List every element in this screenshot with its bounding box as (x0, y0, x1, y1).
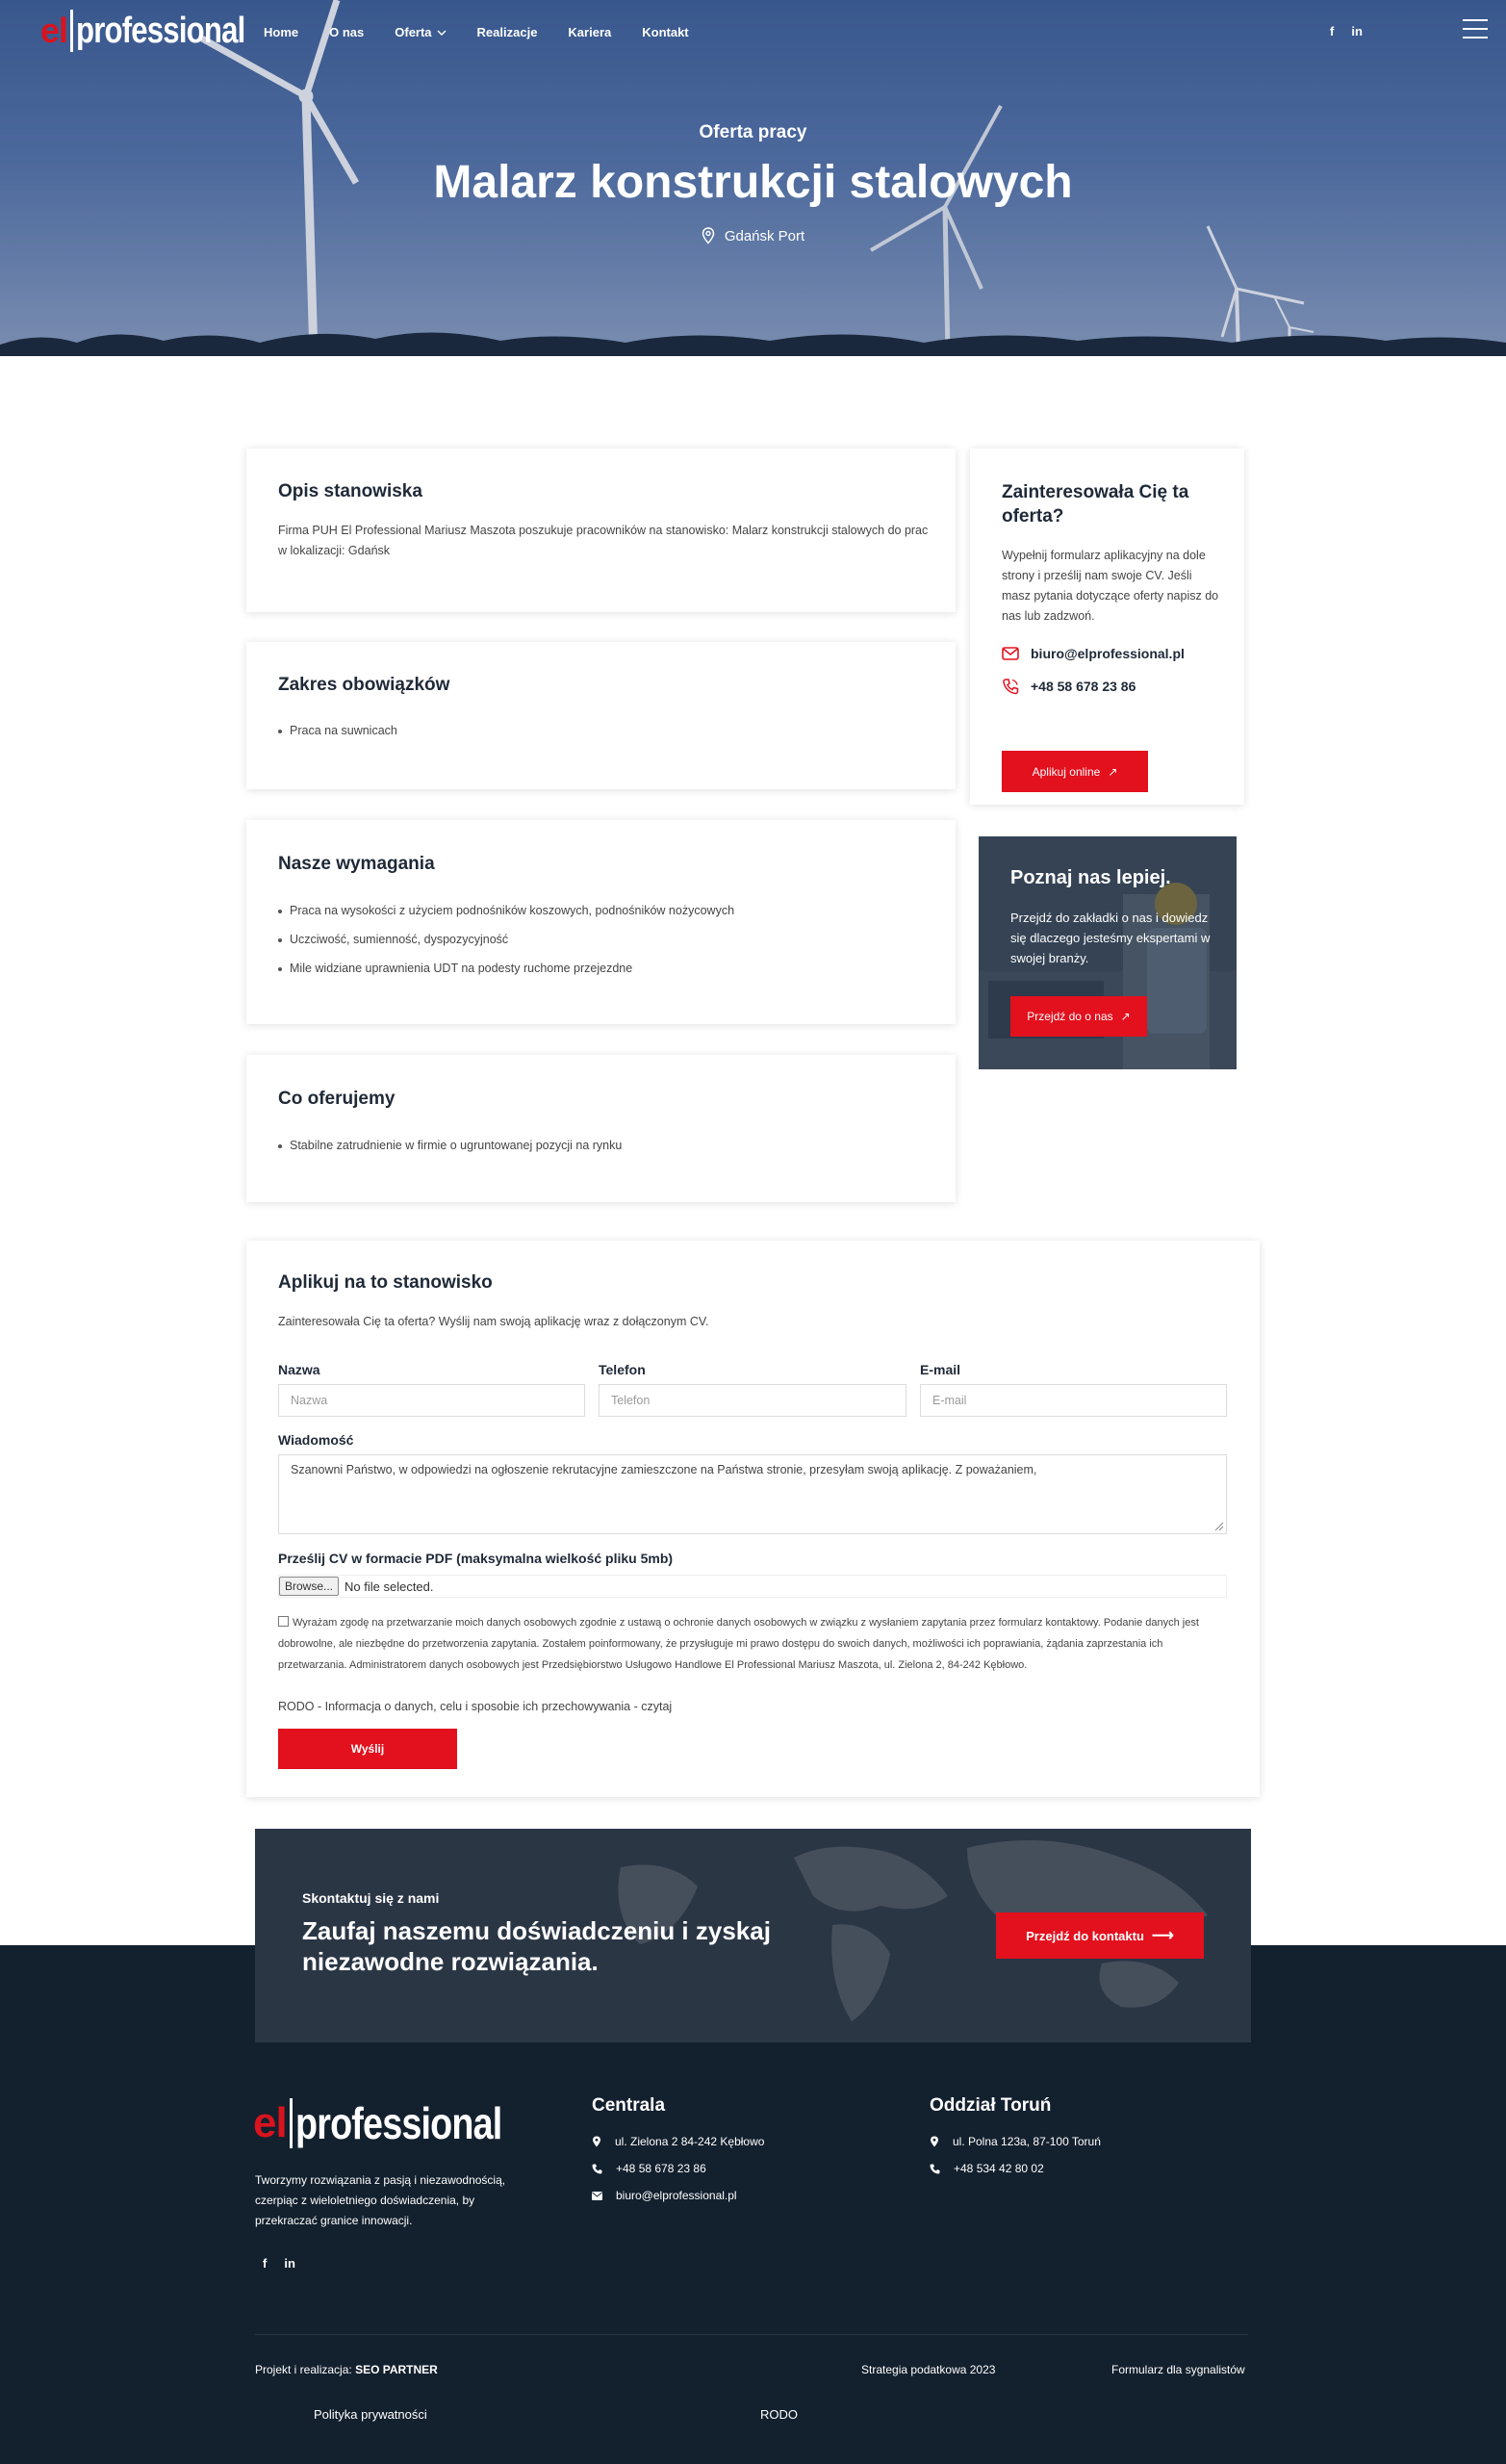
footer-torun-phone-text: +48 534 42 80 02 (954, 2162, 1044, 2175)
footer-torun-title: Oddział Toruń (930, 2095, 1052, 2116)
list-item: Praca na suwnicach (278, 721, 397, 741)
cta-subtitle: Skontaktuj się z nami (302, 1890, 440, 1906)
envelope-icon (592, 2192, 602, 2200)
linkedin-icon[interactable]: in (1351, 24, 1363, 38)
go-to-about-label: Przejdź do o nas (1027, 1010, 1113, 1023)
description-text: Firma PUH El Professional Mariusz Maszota poszukuje pracowników na stanowisko: Malarz konstrukcji stalowych do prac w lokalizacji: Gdańsk (278, 524, 929, 557)
footer-centrala-address-text: ul. Zielona 2 84-242 Kębłowo (615, 2135, 765, 2148)
linkedin-icon[interactable]: in (284, 2256, 295, 2271)
rodo-link[interactable]: RODO - Informacja o danych, celu i sposobie ich przechowywania - czytaj (278, 1700, 673, 1713)
footer-centrala-phone[interactable] (592, 2162, 706, 2175)
sidebar-phone-text: +48 58 678 23 86 (1031, 679, 1136, 694)
description-title: Opis stanowiska (278, 481, 422, 501)
phone-label: Telefon (599, 1362, 646, 1377)
footer-about-text: Tworzymy rozwiązania z pasją i niezawodnością, czerpiąc z wieloletniego doświadczenia, by przekraczać granice innowacji. (255, 2173, 506, 2227)
consent-block (278, 1612, 1231, 1676)
nav-item-oferta-label: Oferta (395, 25, 432, 39)
footer-torun-address-text: ul. Polna 123a, 87-100 Toruń (953, 2135, 1101, 2148)
phone-icon (1002, 678, 1019, 695)
footer-torun-address (930, 2135, 1101, 2148)
submit-button[interactable]: Wyślij (278, 1729, 457, 1769)
hamburger-icon[interactable] (1463, 19, 1488, 38)
offer-title: Co oferujemy (278, 1089, 396, 1109)
message-textarea[interactable] (278, 1454, 1227, 1534)
nav-item-kontakt[interactable]: Kontakt (642, 25, 689, 39)
arrow-up-right-icon: ↗ (1108, 764, 1118, 779)
form-intro: Zainteresowała Cię ta oferta? Wyślij nam swoją aplikację wraz z dołączonym CV. (278, 1315, 709, 1328)
requirements-title: Nasze wymagania (278, 854, 435, 874)
email-label: E-mail (920, 1362, 961, 1377)
list-item: Stabilne zatrudnienie w firmie o ugruntowanej pozycji na rynku (278, 1136, 622, 1156)
job-location (0, 227, 1506, 244)
chevron-down-icon (437, 30, 447, 36)
offer-list (278, 1136, 622, 1165)
duties-card (246, 642, 956, 789)
tax-strategy-link[interactable]: Strategia podatkowa 2023 (861, 2363, 996, 2376)
privacy-policy-link[interactable]: Polityka prywatności (314, 2407, 427, 2422)
envelope-icon (1002, 647, 1019, 660)
footer-divider (255, 2334, 1248, 2335)
sidebar-contact-card (970, 449, 1244, 805)
consent-text: Wyrażam zgodę na przetwarzanie moich danych osobowych zgodnie z ustawą o ochronie danych osobowych w związku z wysłaniem zapytania przez formularz kontaktowy. Podanie danych jest dobrowolne, ale niezbędne do przetworzenia zapytania. Zostałem poinformowany, że przysługuje mi prawo dostępu do swoich danych, możliwości ich poprawiania, żądania zaprzestania ich przetwarzania. Administratorem danych osobowych jest Przedsiębiorstwo Usługowo Handlowe El Professional Mariusz Maszota, ul. Zielona 2, 84-242 Kębłowo. (278, 1617, 1199, 1671)
phone-icon (592, 2164, 602, 2174)
hero-subtitle: Oferta pracy (699, 122, 807, 142)
map-pin-icon (930, 2136, 939, 2147)
footer-centrala-phone-text: +48 58 678 23 86 (616, 2162, 706, 2175)
list-item: Praca na wysokości z użyciem podnośników koszowych, podnośników nożycowych (278, 901, 734, 921)
consent-checkbox[interactable] (278, 1616, 289, 1627)
cta-heading: Zaufaj naszemu doświadczeniu i zyskaj niezawodne rozwiązania. (302, 1916, 771, 1976)
sidebar-email[interactable] (1002, 646, 1223, 661)
sidebar-title: Zainteresowała Cię ta oferta? (1002, 482, 1189, 526)
sidebar-text: Wypełnij formularz aplikacyjny na dole strony i prześlij nam swoje CV. Jeśli masz pytania dotyczące oferty napisz do nas lub zadzwoń. (1002, 549, 1219, 623)
file-status: No file selected. (345, 1578, 434, 1594)
footer-credit (255, 2363, 438, 2376)
nav-item-kariera[interactable]: Kariera (568, 25, 612, 39)
email-input[interactable]: E-mail (920, 1384, 1227, 1417)
about-promo-text: Przejdź do zakładki o nas i dowiedz się dlaczego jesteśmy ekspertami w swojej branży. (1010, 911, 1211, 965)
go-to-contact-label: Przejdź do kontaktu (1026, 1928, 1144, 1943)
application-form (246, 1241, 1260, 1797)
whistleblower-link[interactable]: Formularz dla sygnalistów (1111, 2363, 1245, 2376)
footer-logo-professional: professional (294, 2098, 502, 2148)
duties-list (278, 721, 397, 750)
browse-button[interactable]: Browse... (279, 1577, 339, 1596)
footer-centrala-email[interactable] (592, 2189, 737, 2202)
page-title: Malarz konstrukcji stalowych (433, 157, 1073, 208)
footer-credit-prefix: Projekt i realizacja: (255, 2363, 352, 2376)
nav-item-oferta[interactable] (395, 25, 446, 39)
message-label: Wiadomość (278, 1432, 354, 1448)
map-pin-icon (702, 227, 715, 244)
description-card (246, 449, 956, 612)
name-input[interactable]: Nazwa (278, 1384, 585, 1417)
phone-input[interactable]: Telefon (599, 1384, 906, 1417)
requirements-list (278, 901, 734, 988)
apply-online-label: Aplikuj online (1032, 764, 1101, 779)
name-label: Nazwa (278, 1362, 320, 1377)
footer-social (263, 2256, 295, 2271)
cv-file-input (278, 1575, 1227, 1598)
footer-centrala-email-text: biuro@elprofessional.pl (616, 2189, 737, 2202)
nav-social (1330, 24, 1363, 38)
map-pin-icon (592, 2136, 601, 2147)
list-item: Uczciwość, sumienność, dyspozycyjność (278, 930, 734, 950)
footer-centrala-address (592, 2135, 764, 2148)
go-to-about-button[interactable] (1010, 996, 1147, 1037)
sidebar-email-text: biuro@elprofessional.pl (1031, 646, 1185, 661)
main-navigation (0, 0, 1506, 67)
job-location-text: Gdańsk Port (724, 227, 805, 244)
go-to-contact-button[interactable] (996, 1912, 1204, 1959)
arrow-up-right-icon: ↗ (1120, 1010, 1131, 1023)
nav-item-o-nas[interactable]: O nas (329, 25, 365, 39)
cv-label: Prześlij CV w formacie PDF (maksymalna wielkość pliku 5mb) (278, 1551, 674, 1566)
list-item: Mile widziane uprawnienia UDT na podesty ruchome przejezdne (278, 959, 734, 979)
sidebar-phone[interactable] (1002, 678, 1223, 695)
arrow-right-icon: ⟶ (1151, 1928, 1174, 1944)
requirements-card (246, 820, 956, 1024)
footer-torun-phone[interactable] (930, 2162, 1044, 2175)
nav-item-realizacje[interactable]: Realizacje (476, 25, 538, 39)
seo-partner-link[interactable]: SEO PARTNER (355, 2363, 438, 2376)
offer-card (246, 1055, 956, 1202)
message-text: Szanowni Państwo, w odpowiedzi na ogłoszenie rekrutacyjne zamieszczone na Państwa stronie, przesyłam swoją aplikację. Z poważaniem, (291, 1463, 1037, 1476)
phone-icon (930, 2164, 940, 2174)
logo-el: el (40, 11, 68, 50)
nav-links (264, 25, 689, 39)
about-promo-title: Poznaj nas lepiej. (1010, 867, 1171, 888)
form-title: Aplikuj na to stanowisko (278, 1272, 493, 1293)
resize-handle-icon[interactable] (1214, 1522, 1224, 1531)
nav-item-home[interactable]: Home (264, 25, 299, 39)
footer-centrala-title: Centrala (592, 2095, 666, 2116)
logo-professional: professional (76, 10, 245, 51)
footer-logo[interactable] (253, 2096, 547, 2150)
about-us-promo (979, 836, 1237, 1069)
rodo-footer-link[interactable]: RODO (760, 2407, 798, 2422)
site-logo[interactable] (40, 8, 282, 54)
facebook-icon[interactable]: f (1330, 24, 1335, 38)
contact-cta-banner (255, 1829, 1251, 2042)
duties-title: Zakres obowiązków (278, 675, 450, 695)
facebook-icon[interactable]: f (263, 2256, 268, 2271)
footer-logo-el: el (253, 2099, 287, 2146)
apply-online-button[interactable] (1002, 751, 1148, 792)
